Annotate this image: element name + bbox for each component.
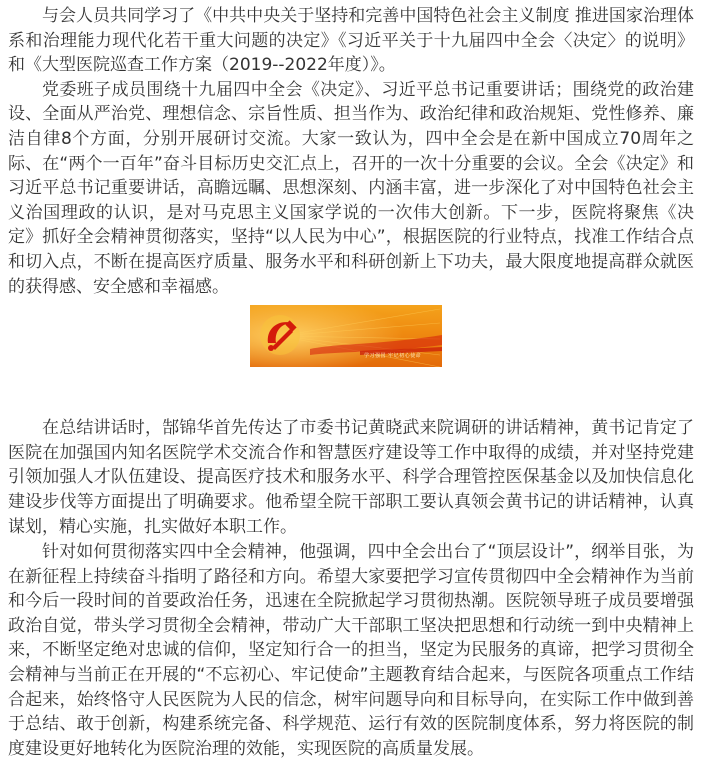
paragraph-implementation: 针对如何贯彻落实四中全会精神，他强调，四中全会出台了“顶层设计”，纲举目张，为在新征程上持续奋斗指明了路径和方向。希望大家要把学习宣传贯彻四中全会精神作为当前和今后一段时间的首要政治任务，迅速在全院掀起学习贯彻热潮。医院领导班子成员要增强政治自觉，带头学习贯彻全会精神，带动广大干部职工坚决把思想和行动统一到中央精神上来，不断坚定绝对忠诚的信仰，坚定知行合一的担当，坚定为民服务的真谛，把学习贯彻全会精神与当前正在开展的“不忘初心、牢记使命”主题教育结合起来，与医院各项重点工作结合起来，始终恪守人民医院为人民的信念，树牢问题导向和目标导向，在实际工作中做到善于总结、敢于创新，构建系统完备、科学规范、运行有效的医院制度体系，努力将医院的制度建设更好地转化为医院治理的效能，实现医院的高质量发展。 xyxy=(8,542,694,759)
party-banner-image xyxy=(250,305,442,367)
paragraph-committee-discussion: 党委班子成员围绕十九届四中全会《决定》、习近平总书记重要讲话；围绕党的政治建设、全面从严治党、理想信念、宗旨性质、担当作为、政治纪律和政治规矩、党性修养、廉洁自律8个方面，分别开展研讨交流。大家一致认为，四中全会是在新中国成立70周年之际、在“两个一百年”奋斗目标历史交汇点上，召开的一次十分重要的会议。全会《决定》和习近平总书记重要讲话，高瞻远瞩、思想深刻、内涵丰富，进一步深化了对中国特色社会主义治国理政的认识，是对马克思主义国家学说的一次伟大创新。下一步，医院将聚焦《决定》抓好全会精神贯彻落实，坚持“以人民为中心”，根据医院的行业特点，找准工作结合点和切入点，不断在提高医疗质量、服务水平和科研创新上下功夫，最大限度地提高群众就医的获得感、安全感和幸福感。 xyxy=(8,79,694,297)
spacer xyxy=(8,373,694,416)
paragraph-study-session: 与会人员共同学习了《中共中央关于坚持和完善中国特色社会主义制度 推进国家治理体系和治理能力现代化若干重大问题的决定》《习近平关于十九届四中全会〈决定〉的说明》和《大型医院巡查工作方案（2019--2022年度）》。 xyxy=(8,6,694,76)
banner-row xyxy=(8,299,694,373)
banner-caption: 学习强国 牢记初心使命 xyxy=(364,353,422,360)
paragraph-summary-speech: 在总结讲话时，郜锦华首先传达了市委书记黄晓武来院调研的讲话精神，黄书记肯定了医院在加强国内知名医院学术交流合作和智慧医疗建设等工作中取得的成绩，并对坚持党建引领加强人才队伍建设、提高医疗技术和服务水平、科学合理管控医保基金以及加快信息化建设步伐等方面提出了明确要求。他希望全院干部职工要认真领会黄书记的讲话精神，认真谋划，精心实施，扎实做好本职工作。 xyxy=(8,418,694,537)
article-body xyxy=(8,0,694,761)
